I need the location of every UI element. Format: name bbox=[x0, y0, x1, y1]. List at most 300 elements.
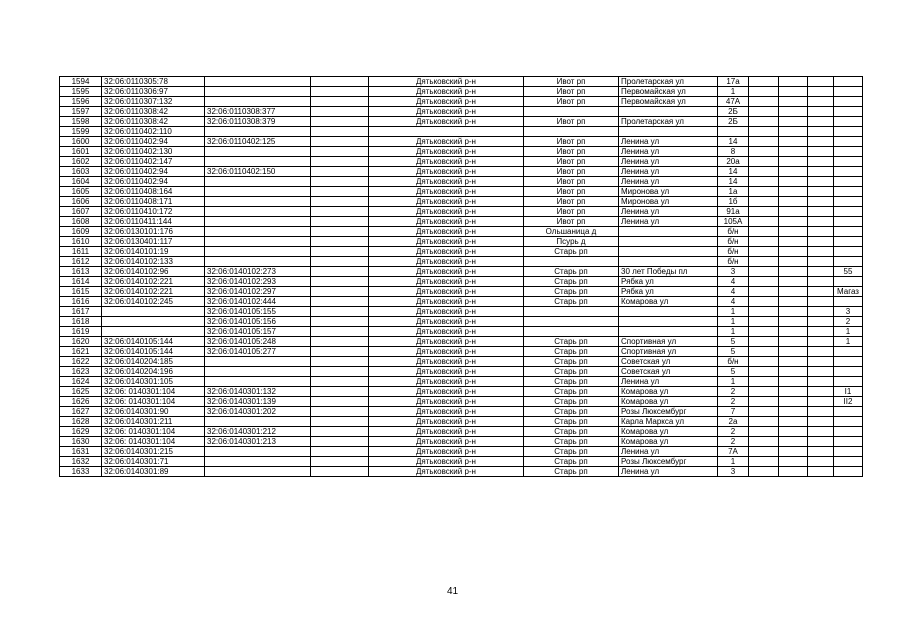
table-cell: 32:06:0140102:133 bbox=[102, 257, 205, 267]
table-cell: 4 bbox=[718, 287, 749, 297]
table-row bbox=[60, 337, 863, 347]
table-cell: Ивот рп bbox=[524, 207, 619, 217]
table-cell: 32:06:0140105:144 bbox=[102, 337, 205, 347]
table-cell: 1 bbox=[834, 337, 863, 347]
table-cell bbox=[749, 187, 779, 197]
table-cell bbox=[834, 217, 863, 227]
table-cell: Первомайская ул bbox=[619, 97, 718, 107]
table-cell: 1619 bbox=[60, 327, 102, 337]
table-cell: 32:06:0140105:277 bbox=[205, 347, 311, 357]
table-cell bbox=[311, 157, 369, 167]
table-cell bbox=[834, 417, 863, 427]
table-cell bbox=[749, 117, 779, 127]
table-cell bbox=[779, 347, 808, 357]
table-cell bbox=[205, 217, 311, 227]
table-row bbox=[60, 237, 863, 247]
table-row bbox=[60, 137, 863, 147]
table-cell: Дятьковский р-н bbox=[369, 467, 524, 477]
table-cell: Дятьковский р-н bbox=[369, 177, 524, 187]
table-row bbox=[60, 377, 863, 387]
table-cell bbox=[311, 247, 369, 257]
table-row bbox=[60, 257, 863, 267]
table-cell bbox=[524, 317, 619, 327]
table-cell: 32:06:0110306:97 bbox=[102, 87, 205, 97]
table-cell: Магаз bbox=[834, 287, 863, 297]
table-row bbox=[60, 187, 863, 197]
table-cell bbox=[311, 107, 369, 117]
table-cell bbox=[808, 387, 834, 397]
table-cell bbox=[834, 447, 863, 457]
table-cell bbox=[779, 307, 808, 317]
table-cell bbox=[749, 77, 779, 87]
table-cell bbox=[749, 87, 779, 97]
table-row bbox=[60, 457, 863, 467]
table-row bbox=[60, 307, 863, 317]
table-cell: 32:06:0140102:273 bbox=[205, 267, 311, 277]
table-cell: 32:06: 0140301:104 bbox=[102, 427, 205, 437]
table-cell bbox=[779, 207, 808, 217]
table-row bbox=[60, 397, 863, 407]
table-cell bbox=[205, 467, 311, 477]
table-cell: 32:06:0110402:130 bbox=[102, 147, 205, 157]
table-cell bbox=[619, 327, 718, 337]
table-cell: 1а bbox=[718, 187, 749, 197]
table-cell: Дятьковский р-н bbox=[369, 357, 524, 367]
table-cell bbox=[834, 177, 863, 187]
table-cell: Ленина ул bbox=[619, 147, 718, 157]
table-cell: 32:06:0110402:110 bbox=[102, 127, 205, 137]
table-cell: 1613 bbox=[60, 267, 102, 277]
table-cell: Рябка ул bbox=[619, 287, 718, 297]
table-cell: 32:06:0110408:164 bbox=[102, 187, 205, 197]
table-cell bbox=[808, 437, 834, 447]
table-cell bbox=[834, 157, 863, 167]
table-cell bbox=[808, 467, 834, 477]
table-cell bbox=[619, 227, 718, 237]
table-cell: Дятьковский р-н bbox=[369, 137, 524, 147]
table-cell: Спортивная ул bbox=[619, 347, 718, 357]
table-cell: 1 bbox=[718, 377, 749, 387]
table-cell: Старь рп bbox=[524, 447, 619, 457]
table-cell: 1616 bbox=[60, 297, 102, 307]
table-cell bbox=[779, 127, 808, 137]
table-cell bbox=[524, 307, 619, 317]
table-cell: 32:06:0140301:212 bbox=[205, 427, 311, 437]
table-cell: 1610 bbox=[60, 237, 102, 247]
table-cell bbox=[205, 227, 311, 237]
table-cell bbox=[311, 397, 369, 407]
table-cell bbox=[749, 317, 779, 327]
table-cell: 32:06:0140102:293 bbox=[205, 277, 311, 287]
table-cell: 1624 bbox=[60, 377, 102, 387]
table-cell: 1620 bbox=[60, 337, 102, 347]
table-cell bbox=[749, 197, 779, 207]
table-cell bbox=[749, 157, 779, 167]
table-cell bbox=[779, 467, 808, 477]
table-cell bbox=[808, 87, 834, 97]
table-cell bbox=[749, 227, 779, 237]
table-cell bbox=[311, 177, 369, 187]
table-cell: 7А bbox=[718, 447, 749, 457]
table-cell bbox=[779, 97, 808, 107]
table-row bbox=[60, 267, 863, 277]
table-cell: Старь рп bbox=[524, 357, 619, 367]
table-cell bbox=[524, 257, 619, 267]
table-cell bbox=[779, 337, 808, 347]
table-cell bbox=[311, 197, 369, 207]
table-cell bbox=[749, 127, 779, 137]
table-cell: Дятьковский р-н bbox=[369, 397, 524, 407]
table-cell: Дятьковский р-н bbox=[369, 217, 524, 227]
table-cell bbox=[205, 87, 311, 97]
table-row bbox=[60, 437, 863, 447]
table-row bbox=[60, 107, 863, 117]
table-cell bbox=[779, 197, 808, 207]
table-cell bbox=[779, 267, 808, 277]
table-cell: 1615 bbox=[60, 287, 102, 297]
table-row bbox=[60, 367, 863, 377]
table-cell: 2а bbox=[718, 417, 749, 427]
table-cell: Дятьковский р-н bbox=[369, 287, 524, 297]
table-cell: 1625 bbox=[60, 387, 102, 397]
table-cell: 2 bbox=[718, 437, 749, 447]
table-cell bbox=[311, 357, 369, 367]
table-cell: 32:06:0140105:156 bbox=[205, 317, 311, 327]
table-cell bbox=[749, 147, 779, 157]
table-cell: Старь рп bbox=[524, 247, 619, 257]
table-row bbox=[60, 157, 863, 167]
table-cell bbox=[808, 357, 834, 367]
table-cell bbox=[808, 447, 834, 457]
table-cell: Ивот рп bbox=[524, 87, 619, 97]
table-cell bbox=[311, 217, 369, 227]
table-cell bbox=[718, 127, 749, 137]
table-cell bbox=[834, 407, 863, 417]
table-cell bbox=[205, 447, 311, 457]
table-cell: 1 bbox=[718, 457, 749, 467]
table-cell bbox=[808, 127, 834, 137]
table-cell bbox=[808, 417, 834, 427]
table-cell bbox=[205, 417, 311, 427]
table-cell bbox=[834, 127, 863, 137]
table-cell: Советская ул bbox=[619, 367, 718, 377]
table-cell: 32:06:0140105:155 bbox=[205, 307, 311, 317]
table-cell bbox=[808, 207, 834, 217]
table-cell: Дятьковский р-н bbox=[369, 247, 524, 257]
table-cell: 32:06:0130401:117 bbox=[102, 237, 205, 247]
table-row bbox=[60, 117, 863, 127]
table-cell: 1604 bbox=[60, 177, 102, 187]
table-cell bbox=[369, 127, 524, 137]
table-cell bbox=[749, 457, 779, 467]
table-row bbox=[60, 407, 863, 417]
table-cell bbox=[779, 177, 808, 187]
table-cell: 30 лет Победы пл bbox=[619, 267, 718, 277]
table-cell: 1 bbox=[718, 307, 749, 317]
table-cell: Дятьковский р-н bbox=[369, 147, 524, 157]
table-cell bbox=[834, 357, 863, 367]
table-row bbox=[60, 167, 863, 177]
table-cell bbox=[779, 107, 808, 117]
table-cell: 32:06:0140204:196 bbox=[102, 367, 205, 377]
table-cell: Ивот рп bbox=[524, 147, 619, 157]
table-cell bbox=[808, 177, 834, 187]
table-cell bbox=[619, 127, 718, 137]
table-cell bbox=[749, 217, 779, 227]
table-cell bbox=[311, 77, 369, 87]
table-cell: 5 bbox=[718, 367, 749, 377]
table-cell: Пролетарская ул bbox=[619, 77, 718, 87]
table-cell bbox=[808, 257, 834, 267]
table-cell bbox=[524, 107, 619, 117]
table-cell: 1630 bbox=[60, 437, 102, 447]
table-cell bbox=[779, 187, 808, 197]
table-cell bbox=[749, 237, 779, 247]
table-cell: 1629 bbox=[60, 427, 102, 437]
table-cell: 32:06:0140101:19 bbox=[102, 247, 205, 257]
table-cell: 1607 bbox=[60, 207, 102, 217]
table-cell: 1627 bbox=[60, 407, 102, 417]
table-cell bbox=[808, 367, 834, 377]
table-cell bbox=[619, 317, 718, 327]
table-cell: 2 bbox=[718, 387, 749, 397]
table-cell: Рябка ул bbox=[619, 277, 718, 287]
table-cell bbox=[779, 447, 808, 457]
table-cell: Комарова ул bbox=[619, 297, 718, 307]
table-cell bbox=[749, 137, 779, 147]
page-number: 41 bbox=[446, 586, 459, 597]
table-cell bbox=[311, 437, 369, 447]
table-cell: Дятьковский р-н bbox=[369, 187, 524, 197]
table-cell: Псурь д bbox=[524, 237, 619, 247]
table-cell bbox=[311, 87, 369, 97]
table-cell: Дятьковский р-н bbox=[369, 167, 524, 177]
table-cell: 32:06:0140301:215 bbox=[102, 447, 205, 457]
table-row bbox=[60, 427, 863, 437]
table-cell bbox=[311, 327, 369, 337]
table-row bbox=[60, 327, 863, 337]
table-cell bbox=[749, 267, 779, 277]
table-row bbox=[60, 387, 863, 397]
table-cell: 32:06:0140105:248 bbox=[205, 337, 311, 347]
table-cell bbox=[834, 117, 863, 127]
table-cell: 1 bbox=[718, 87, 749, 97]
table-cell: Дятьковский р-н bbox=[369, 387, 524, 397]
table-cell: 32:06:0110402:94 bbox=[102, 177, 205, 187]
table-cell bbox=[311, 147, 369, 157]
table-cell: Дятьковский р-н bbox=[369, 197, 524, 207]
table-cell bbox=[834, 77, 863, 87]
table-cell: 91а bbox=[718, 207, 749, 217]
table-cell: Старь рп bbox=[524, 407, 619, 417]
table-cell bbox=[749, 467, 779, 477]
table-cell bbox=[205, 147, 311, 157]
table-cell: 1621 bbox=[60, 347, 102, 357]
table-cell: 32:06:0140301:89 bbox=[102, 467, 205, 477]
table-cell: 1614 bbox=[60, 277, 102, 287]
table-cell bbox=[619, 107, 718, 117]
table-cell bbox=[779, 407, 808, 417]
table-cell bbox=[808, 277, 834, 287]
table-cell: 32:06:0140102:221 bbox=[102, 277, 205, 287]
table-cell: Старь рп bbox=[524, 457, 619, 467]
table-cell: Ивот рп bbox=[524, 77, 619, 87]
table-row bbox=[60, 147, 863, 157]
table-cell bbox=[102, 327, 205, 337]
table-cell bbox=[311, 127, 369, 137]
table-cell bbox=[834, 197, 863, 207]
table-cell: 14 bbox=[718, 167, 749, 177]
table-cell bbox=[779, 367, 808, 377]
table-cell: Пролетарская ул bbox=[619, 117, 718, 127]
table-cell: Дятьковский р-н bbox=[369, 77, 524, 87]
table-cell: Дятьковский р-н bbox=[369, 237, 524, 247]
table-cell: 32:06:0140301:139 bbox=[205, 397, 311, 407]
table-cell: 1600 bbox=[60, 137, 102, 147]
table-cell: Старь рп bbox=[524, 277, 619, 287]
table-cell: 1 bbox=[834, 327, 863, 337]
table-cell: Дятьковский р-н bbox=[369, 277, 524, 287]
table-cell: 32:06:0140204:185 bbox=[102, 357, 205, 367]
table-cell bbox=[749, 427, 779, 437]
table-cell: 32:06:0110307:132 bbox=[102, 97, 205, 107]
table-cell bbox=[749, 287, 779, 297]
table-cell bbox=[311, 97, 369, 107]
table-cell: 32:06:0110408:171 bbox=[102, 197, 205, 207]
table-cell bbox=[311, 407, 369, 417]
table-cell: Дятьковский р-н bbox=[369, 267, 524, 277]
table-cell: Дятьковский р-н bbox=[369, 337, 524, 347]
table-cell: Старь рп bbox=[524, 467, 619, 477]
table-cell: 32:06:0110308:379 bbox=[205, 117, 311, 127]
table-cell: Спортивная ул bbox=[619, 337, 718, 347]
table-cell: 3 bbox=[718, 267, 749, 277]
table-cell bbox=[834, 247, 863, 257]
table-cell: Розы Люксембург bbox=[619, 457, 718, 467]
table-cell bbox=[779, 377, 808, 387]
table-cell bbox=[779, 417, 808, 427]
table-cell: 5 bbox=[718, 347, 749, 357]
table-cell bbox=[779, 87, 808, 97]
table-cell: 1608 bbox=[60, 217, 102, 227]
table-cell: Ивот рп bbox=[524, 177, 619, 187]
table-cell: Дятьковский р-н bbox=[369, 207, 524, 217]
table-cell bbox=[808, 137, 834, 147]
table-cell: 32:06:0110402:150 bbox=[205, 167, 311, 177]
table-cell: 47А bbox=[718, 97, 749, 107]
table-cell bbox=[779, 117, 808, 127]
table-cell bbox=[749, 407, 779, 417]
table-cell: Комарова ул bbox=[619, 427, 718, 437]
table-cell bbox=[619, 237, 718, 247]
table-cell: 32:06:0110308:377 bbox=[205, 107, 311, 117]
table-cell bbox=[311, 267, 369, 277]
table-cell: 32:06:0110402:94 bbox=[102, 137, 205, 147]
table-cell: Ивот рп bbox=[524, 117, 619, 127]
table-cell: Старь рп bbox=[524, 417, 619, 427]
table-cell bbox=[205, 377, 311, 387]
table-cell bbox=[779, 137, 808, 147]
table-cell: I1 bbox=[834, 387, 863, 397]
table-cell: 4 bbox=[718, 297, 749, 307]
table-row bbox=[60, 207, 863, 217]
table-cell bbox=[102, 307, 205, 317]
table-cell: Старь рп bbox=[524, 267, 619, 277]
table-cell bbox=[779, 397, 808, 407]
table-cell: Розы Люксембург bbox=[619, 407, 718, 417]
table-cell: Старь рп bbox=[524, 297, 619, 307]
table-cell: 32:06:0140105:144 bbox=[102, 347, 205, 357]
table-cell bbox=[834, 107, 863, 117]
table-cell: Дятьковский р-н bbox=[369, 347, 524, 357]
table-cell bbox=[834, 457, 863, 467]
table-cell bbox=[808, 287, 834, 297]
table-cell: Советская ул bbox=[619, 357, 718, 367]
table-cell: 7 bbox=[718, 407, 749, 417]
table-row bbox=[60, 217, 863, 227]
table-cell: Дятьковский р-н bbox=[369, 367, 524, 377]
table-cell bbox=[311, 307, 369, 317]
table-cell: 2Б bbox=[718, 107, 749, 117]
table-cell: 1631 bbox=[60, 447, 102, 457]
table-cell bbox=[749, 447, 779, 457]
table-cell bbox=[205, 177, 311, 187]
table-cell: б/н bbox=[718, 257, 749, 267]
table-cell bbox=[619, 257, 718, 267]
table-cell: 1 bbox=[718, 317, 749, 327]
table-cell: Дятьковский р-н bbox=[369, 307, 524, 317]
table-cell: 4 bbox=[718, 277, 749, 287]
table-cell: 1б bbox=[718, 197, 749, 207]
table-cell: Ленина ул bbox=[619, 177, 718, 187]
table-cell bbox=[779, 287, 808, 297]
table-cell bbox=[808, 457, 834, 467]
table-cell: Дятьковский р-н bbox=[369, 107, 524, 117]
table-cell: Дятьковский р-н bbox=[369, 297, 524, 307]
table-cell: 1628 bbox=[60, 417, 102, 427]
table-cell bbox=[808, 247, 834, 257]
table-cell bbox=[749, 97, 779, 107]
table-cell: 1617 bbox=[60, 307, 102, 317]
table-cell: Дятьковский р-н bbox=[369, 97, 524, 107]
table-cell bbox=[834, 87, 863, 97]
table-cell: Старь рп bbox=[524, 437, 619, 447]
table-cell bbox=[808, 187, 834, 197]
table-cell: 1633 bbox=[60, 467, 102, 477]
table-cell bbox=[808, 407, 834, 417]
table-row bbox=[60, 77, 863, 87]
table-cell bbox=[779, 277, 808, 287]
records-table bbox=[59, 76, 863, 477]
table-cell bbox=[779, 147, 808, 157]
table-cell bbox=[311, 207, 369, 217]
table-row bbox=[60, 97, 863, 107]
table-cell: 1596 bbox=[60, 97, 102, 107]
table-cell: 32:06:0140301:211 bbox=[102, 417, 205, 427]
table-cell bbox=[779, 437, 808, 447]
table-cell: б/н bbox=[718, 227, 749, 237]
table-cell: 8 bbox=[718, 147, 749, 157]
table-cell: Ленина ул bbox=[619, 377, 718, 387]
table-cell: Дятьковский р-н bbox=[369, 327, 524, 337]
table-row bbox=[60, 227, 863, 237]
table-cell: Ленина ул bbox=[619, 217, 718, 227]
table-cell bbox=[808, 117, 834, 127]
table-cell: Комарова ул bbox=[619, 397, 718, 407]
table-cell bbox=[749, 307, 779, 317]
table-cell bbox=[311, 117, 369, 127]
table-cell bbox=[749, 337, 779, 347]
